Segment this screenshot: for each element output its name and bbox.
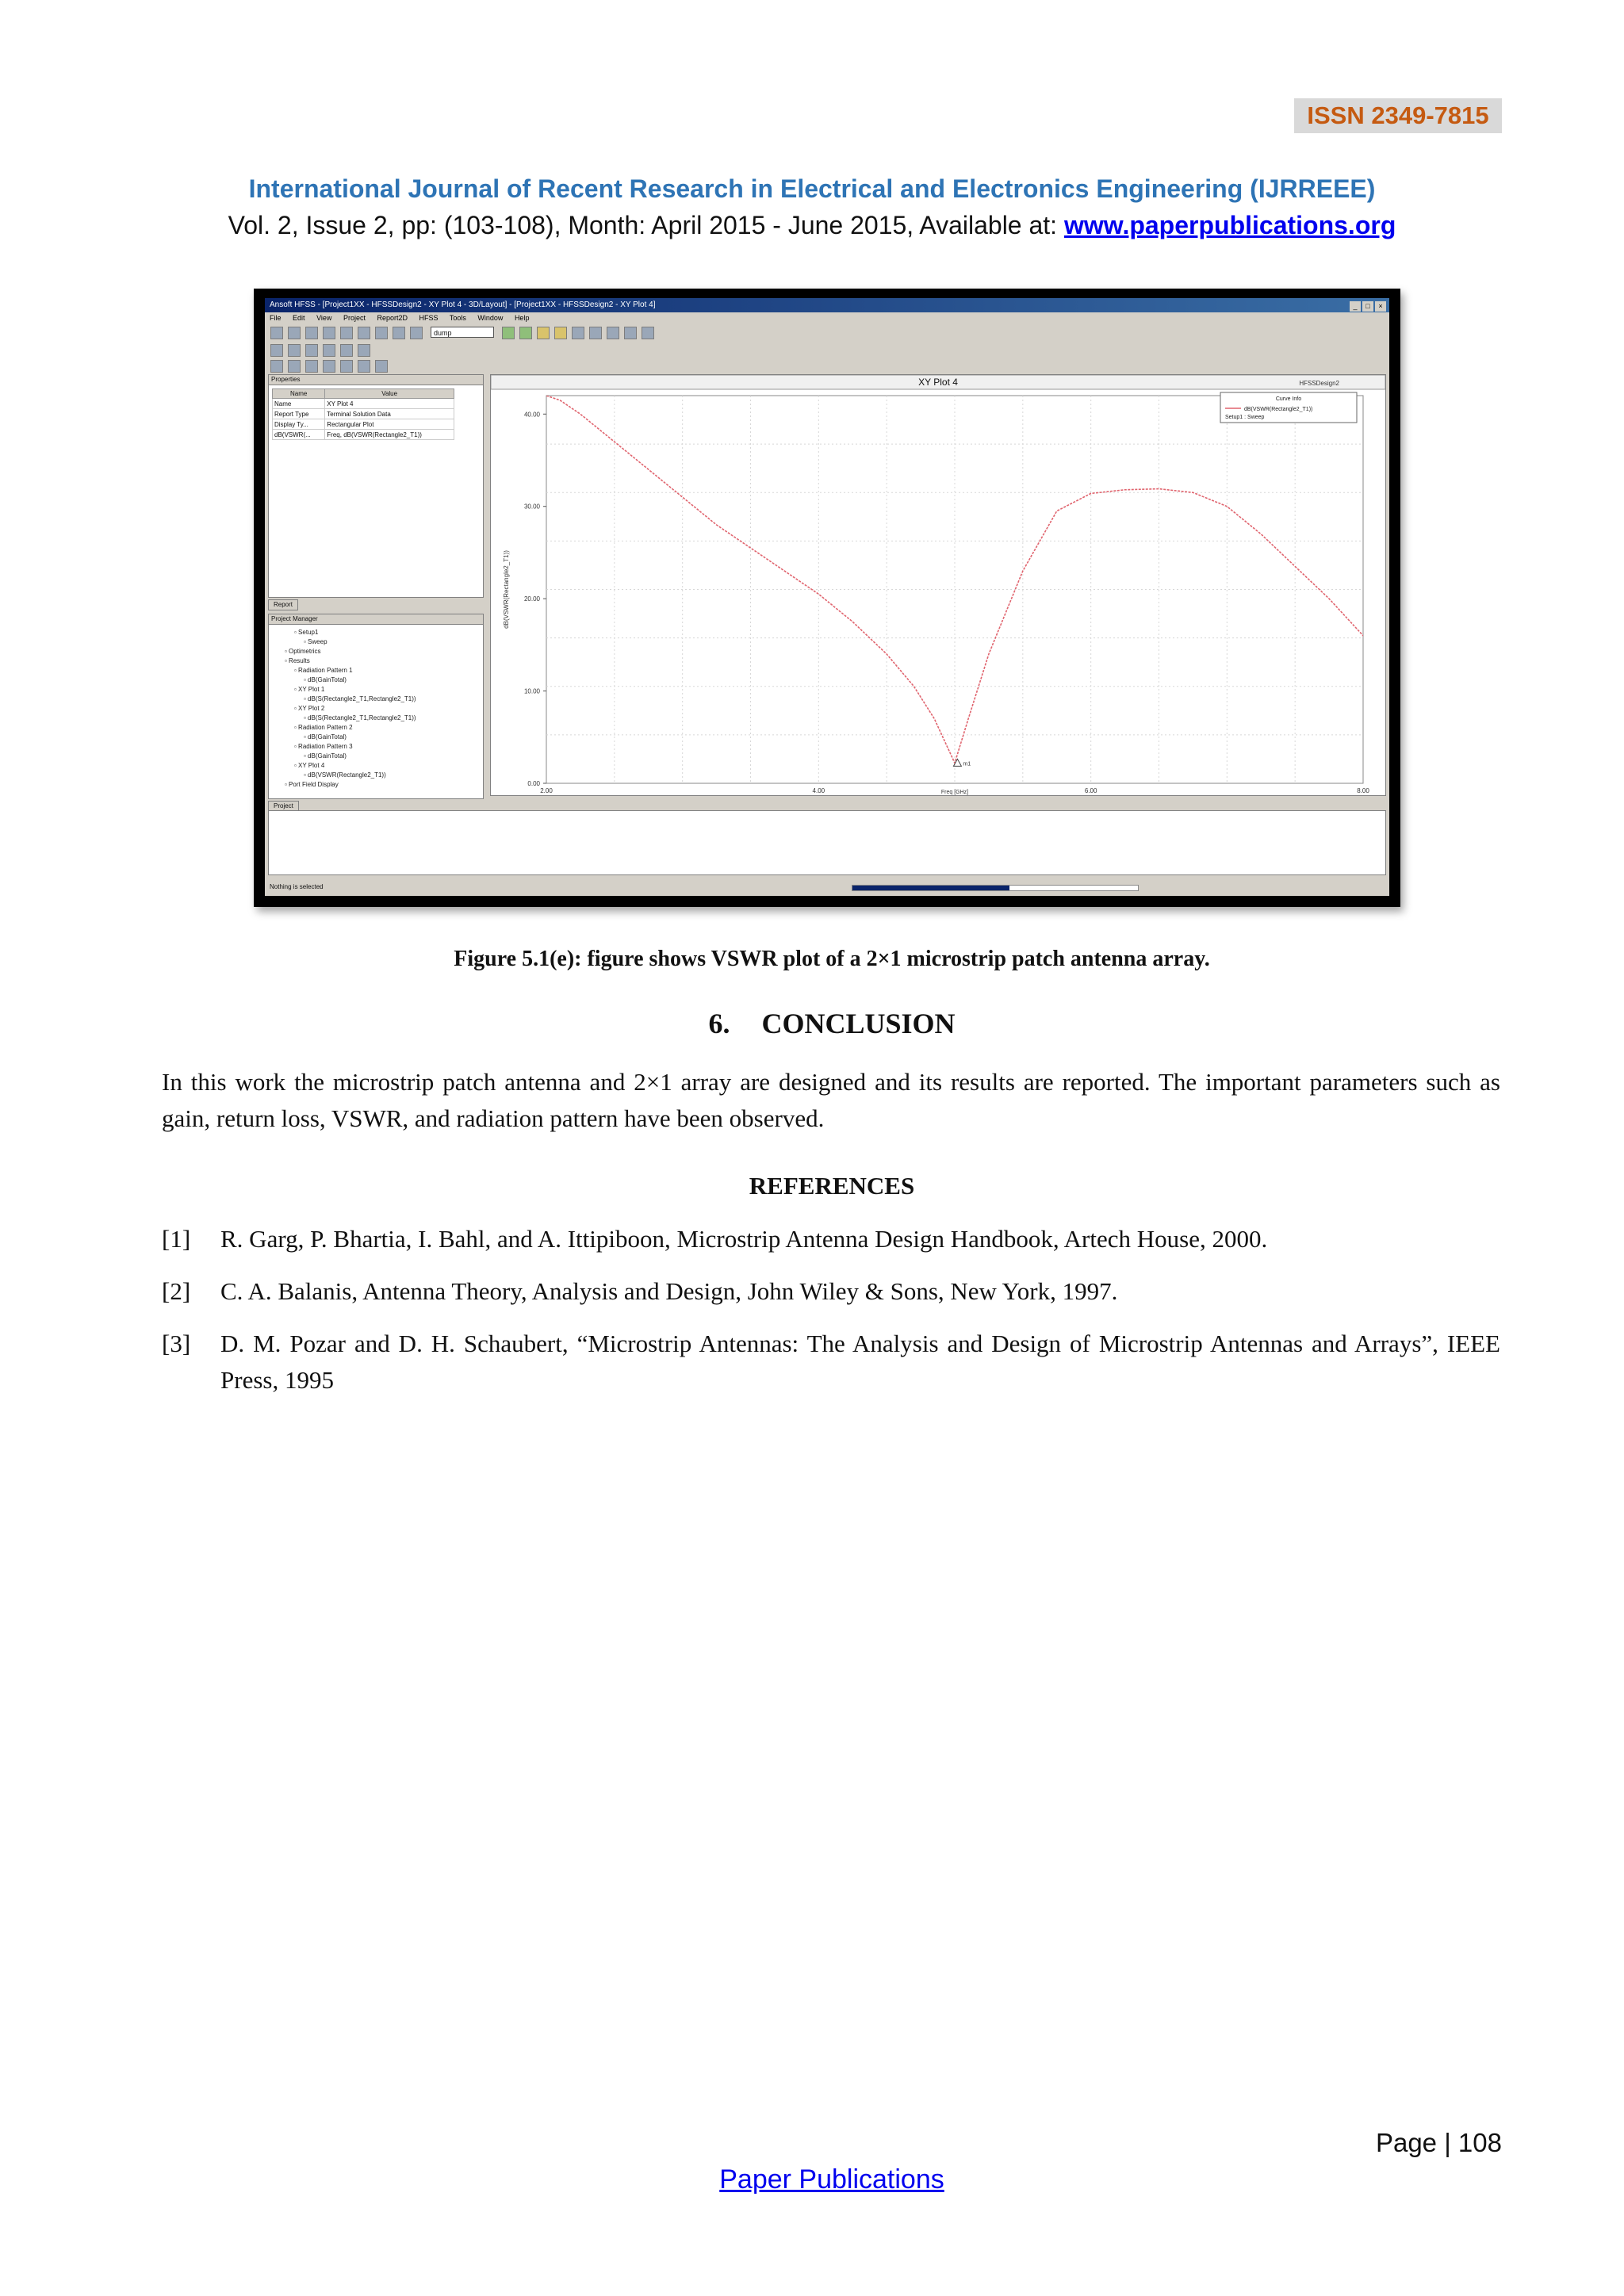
reference-number: [2] bbox=[162, 1277, 191, 1305]
prop-name: dB(VSWR(... bbox=[273, 430, 325, 440]
prop-name: Name bbox=[273, 399, 325, 409]
tree-item[interactable]: ▫ XY Plot 2 bbox=[294, 705, 325, 712]
paste-icon[interactable] bbox=[358, 327, 370, 339]
properties-pane bbox=[268, 374, 484, 598]
tree-item[interactable]: ▫ dB(GainTotal) bbox=[304, 752, 347, 760]
draw-rectangle-icon[interactable] bbox=[554, 327, 567, 339]
units-icon[interactable] bbox=[340, 360, 353, 373]
fit-selection-icon[interactable] bbox=[358, 344, 370, 357]
close-icon[interactable]: × bbox=[1375, 301, 1386, 312]
tree-item[interactable]: ▫ Radiation Pattern 2 bbox=[294, 724, 353, 731]
minimize-icon[interactable]: _ bbox=[1350, 301, 1361, 312]
analyze-icon[interactable] bbox=[642, 327, 654, 339]
tree-item[interactable]: ▫ Sweep bbox=[304, 638, 327, 645]
x-tick-label: 4.00 bbox=[812, 787, 825, 794]
references-heading: REFERENCES bbox=[749, 1172, 915, 1200]
toolbar-row-2 bbox=[265, 341, 1389, 358]
grid-icon[interactable] bbox=[288, 360, 301, 373]
menu-tools[interactable]: Tools bbox=[449, 314, 466, 322]
redo-icon[interactable] bbox=[410, 327, 423, 339]
x-tick-label: 6.00 bbox=[1084, 787, 1097, 794]
hfss-window bbox=[265, 298, 1389, 896]
validate-icon[interactable] bbox=[624, 327, 637, 339]
tree-item[interactable]: ▫ Optimetrics bbox=[285, 648, 321, 655]
section-heading bbox=[0, 1007, 1624, 1040]
prop-value: Rectangular Plot bbox=[325, 419, 454, 430]
marker-label: m1 bbox=[963, 761, 971, 767]
legend-entry: dB(VSWR(Rectangle2_T1)) bbox=[1244, 407, 1313, 412]
vswr-screenshot-figure bbox=[254, 289, 1400, 907]
menu-view[interactable]: View bbox=[316, 314, 332, 322]
reference-text: C. A. Balanis, Antenna Theory, Analysis and Design, John Wiley & Sons, New York, 1997. bbox=[220, 1277, 1118, 1305]
properties-table bbox=[272, 388, 454, 440]
progress-bar bbox=[852, 885, 1139, 891]
menu-help[interactable]: Help bbox=[514, 314, 530, 322]
figure-caption: Figure 5.1(e): figure shows VSWR plot of a 2×1 microstrip patch antenna array. bbox=[454, 947, 1210, 971]
table-row[interactable] bbox=[273, 419, 454, 430]
reference-item bbox=[162, 1326, 1500, 1399]
menu-file[interactable]: File bbox=[270, 314, 282, 322]
coordinate-icon[interactable] bbox=[375, 360, 388, 373]
toolbar-row-1 bbox=[265, 323, 1389, 341]
material-combo[interactable]: dump bbox=[431, 327, 494, 338]
table-row[interactable] bbox=[273, 409, 454, 419]
message-pane bbox=[268, 810, 1386, 875]
tree-item[interactable]: ▫ Radiation Pattern 1 bbox=[294, 667, 353, 674]
reference-item bbox=[162, 1273, 1500, 1310]
tree-item[interactable]: ▫ Setup1 bbox=[294, 629, 319, 636]
tab-report[interactable]: Report bbox=[268, 599, 298, 610]
prop-value: XY Plot 4 bbox=[325, 399, 454, 409]
tree-item[interactable]: ▫ dB(S(Rectangle2_T1,Rectangle2_T1)) bbox=[304, 695, 416, 702]
menu-bar bbox=[265, 312, 1389, 323]
project-tree bbox=[269, 625, 483, 793]
reference-number: [3] bbox=[162, 1330, 191, 1357]
fit-all-icon[interactable] bbox=[340, 344, 353, 357]
section-number: 6. bbox=[708, 1008, 730, 1039]
tree-item[interactable]: ▫ XY Plot 1 bbox=[294, 686, 325, 693]
website-link[interactable]: www.paperpublications.org bbox=[1063, 211, 1396, 239]
tree-item[interactable]: ▫ XY Plot 4 bbox=[294, 762, 325, 769]
snap-icon[interactable] bbox=[305, 360, 318, 373]
view-icon[interactable] bbox=[270, 360, 283, 373]
y-tick-label: 0.00 bbox=[527, 780, 540, 787]
status-bar bbox=[265, 878, 1389, 896]
legend-subtitle: Setup1 : Sweep bbox=[1225, 415, 1265, 420]
reference-item bbox=[162, 1221, 1500, 1257]
publisher-link[interactable]: Paper Publications bbox=[719, 2164, 944, 2195]
menu-window[interactable]: Window bbox=[477, 314, 504, 322]
design-label: HFSSDesign2 bbox=[1299, 380, 1339, 387]
draw-line-icon[interactable] bbox=[572, 327, 584, 339]
x-axis-label: Freq [GHz] bbox=[940, 790, 969, 795]
project-manager-pane bbox=[268, 614, 484, 799]
draw-cylinder-icon[interactable] bbox=[519, 327, 532, 339]
table-row[interactable] bbox=[273, 430, 454, 440]
prop-name: Display Ty... bbox=[273, 419, 325, 430]
prop-value: Freq, dB(VSWR(Rectangle2_T1)) bbox=[325, 430, 454, 440]
legend-header: Curve Info bbox=[1275, 396, 1302, 402]
toolbar-row-3 bbox=[265, 357, 1389, 374]
progress-fill bbox=[852, 886, 1009, 890]
vswr-chart bbox=[491, 375, 1385, 795]
tree-item[interactable]: ▫ Port Field Display bbox=[285, 781, 339, 788]
pan-icon[interactable] bbox=[288, 344, 301, 357]
section-title: CONCLUSION bbox=[761, 1008, 956, 1039]
print-icon[interactable] bbox=[375, 327, 388, 339]
draw-arc-icon[interactable] bbox=[607, 327, 619, 339]
menu-project[interactable]: Project bbox=[343, 314, 366, 322]
x-tick-label: 2.00 bbox=[540, 787, 553, 794]
zoom-icon[interactable] bbox=[323, 344, 335, 357]
volume-line bbox=[0, 211, 1624, 240]
plot-window bbox=[490, 374, 1386, 796]
volume-text: Vol. 2, Issue 2, pp: (103-108), Month: April 2015 - June 2015, Available at: bbox=[228, 211, 1064, 239]
tab-project[interactable]: Project bbox=[268, 801, 299, 812]
draw-polyline-icon[interactable] bbox=[589, 327, 602, 339]
properties-title: Properties bbox=[269, 375, 483, 385]
prop-header-name: Name bbox=[273, 389, 325, 399]
prop-value: Terminal Solution Data bbox=[325, 409, 454, 419]
menu-edit[interactable]: Edit bbox=[293, 314, 305, 322]
measure-icon[interactable] bbox=[358, 360, 370, 373]
open-icon[interactable] bbox=[288, 327, 301, 339]
tree-item[interactable]: ▫ dB(S(Rectangle2_T1,Rectangle2_T1)) bbox=[304, 714, 416, 721]
undo-icon[interactable] bbox=[393, 327, 405, 339]
y-tick-label: 10.00 bbox=[523, 687, 540, 695]
cut-icon[interactable] bbox=[323, 327, 335, 339]
reference-text: D. M. Pozar and D. H. Schaubert, “Microstrip Antennas: The Analysis and Design of Microstrip Antennas and Arrays”, IEEE Press, 1995 bbox=[220, 1330, 1500, 1394]
rotate-icon[interactable] bbox=[305, 344, 318, 357]
new-icon[interactable] bbox=[270, 327, 283, 339]
conclusion-paragraph: In this work the microstrip patch antenna and 2×1 array are designed and its results are reported. The important parameters such as gain, return loss, VSWR, and radiation pattern have been observed. bbox=[162, 1068, 1500, 1132]
journal-title: International Journal of Recent Research in Electrical and Electronics Engineering (IJRREEE) bbox=[248, 174, 1376, 203]
menu-hfss[interactable]: HFSS bbox=[419, 314, 439, 322]
x-tick-label: 8.00 bbox=[1357, 787, 1369, 794]
tree-item[interactable]: ▫ Radiation Pattern 3 bbox=[294, 743, 353, 750]
maximize-icon[interactable]: □ bbox=[1362, 301, 1373, 312]
table-row[interactable] bbox=[273, 399, 454, 409]
ortho-icon[interactable] bbox=[323, 360, 335, 373]
y-tick-label: 30.00 bbox=[523, 503, 540, 511]
y-tick-label: 40.00 bbox=[523, 411, 540, 419]
save-icon[interactable] bbox=[305, 327, 318, 339]
reference-number: [1] bbox=[162, 1225, 191, 1253]
plot-title: XY Plot 4 bbox=[918, 377, 958, 388]
tree-item[interactable]: ▫ Results bbox=[285, 657, 310, 664]
status-text: Nothing is selected bbox=[270, 883, 324, 890]
prop-name: Report Type bbox=[273, 409, 325, 419]
y-tick-label: 20.00 bbox=[523, 595, 540, 603]
tree-item[interactable]: ▫ dB(VSWR(Rectangle2_T1)) bbox=[304, 771, 386, 779]
prop-header-value: Value bbox=[325, 389, 454, 399]
page-number: Page | 108 bbox=[1375, 2128, 1502, 2157]
reference-text: R. Garg, P. Bhartia, I. Bahl, and A. Ittipiboon, Microstrip Antenna Design Handbook, Artech House, 2000. bbox=[220, 1225, 1268, 1253]
copy-icon[interactable] bbox=[340, 327, 353, 339]
tree-item[interactable]: ▫ dB(GainTotal) bbox=[304, 733, 347, 740]
project-manager-title: Project Manager bbox=[269, 614, 483, 625]
menu-report2d[interactable]: Report2D bbox=[377, 314, 408, 322]
y-axis-label: dB(VSWR(Rectangle2_T1)) bbox=[503, 550, 510, 629]
tree-item[interactable]: ▫ dB(GainTotal) bbox=[304, 676, 347, 683]
select-icon[interactable] bbox=[270, 344, 283, 357]
issn-badge: ISSN 2349-7815 bbox=[1294, 98, 1502, 133]
window-title: Ansoft HFSS - [Project1XX - HFSSDesign2 - XY Plot 4 - 3D/Layout] - [Project1XX - HFSSDesign2 - XY Plot 4] bbox=[270, 300, 656, 309]
draw-sphere-icon[interactable] bbox=[537, 327, 550, 339]
window-titlebar bbox=[265, 298, 1389, 312]
draw-box-icon[interactable] bbox=[502, 327, 515, 339]
